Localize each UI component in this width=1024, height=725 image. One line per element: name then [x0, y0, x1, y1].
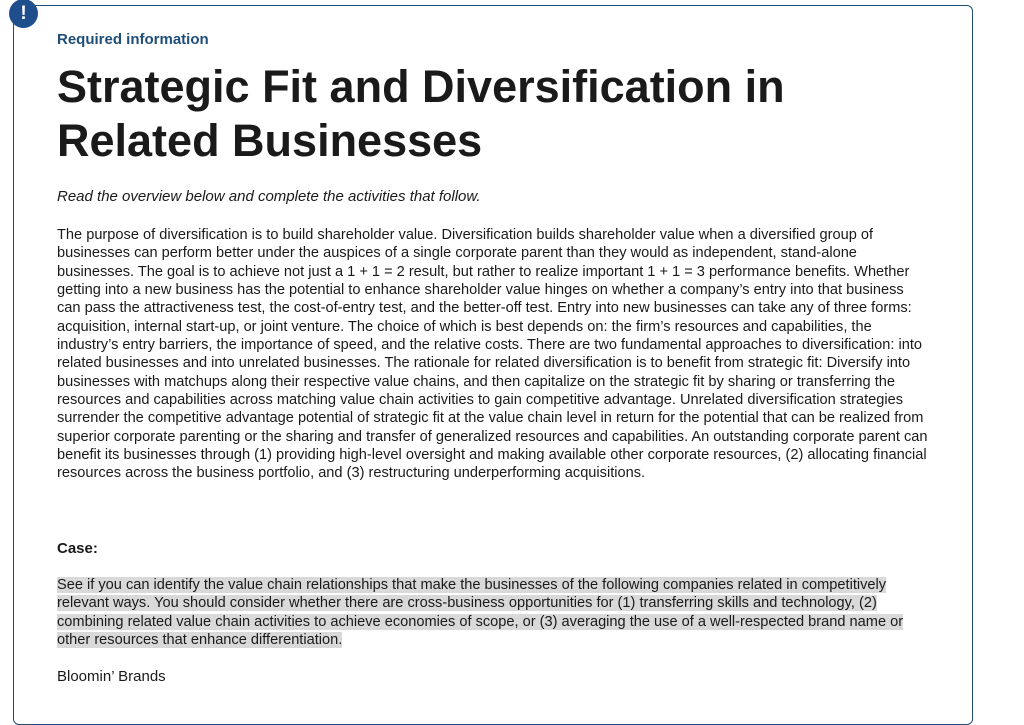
intro-instruction: Read the overview below and complete the activities that follow.: [57, 188, 481, 205]
overview-paragraph: The purpose of diversification is to build shareholder value. Diversification builds shareholder value when a diversified group of businesses can perform better under the auspices of a single corporate parent than they would as independent, stand-alone businesses. The goal is to achieve not just a 1 + 1 = 2 result, but rather to realize important 1 + 1 = 3 performance benefits. Whether getting into a new business has the potential to enhance shareholder value hinges on whether a company’s entry into that business can pass the attractiveness test, the cost-of-entry test, and the better-off test. Entry into new businesses can take any of three forms: acquisition, internal start-up, or joint venture. The choice of which is best depends on: the firm’s resources and capabilities, the industry’s entry barriers, the importance of speed, and the relative costs. There are two fundamental approaches to diversification: into related businesses and into unrelated businesses. The rationale for related diversification is to benefit from strategic fit: Diversify into businesses with matchups along their respective value chains, and then capitalize on the strategic fit by sharing or transferring the resources and capabilities across matching value chain activities to gain competitive advantage. Unrelated diversification strategies surrender the competitive advantage potential of strategic fit at the value chain level in return for the potential that can be realized from superior corporate parenting or the sharing and transfer of generalized resources and capabilities. An outstanding corporate parent can benefit its businesses through (1) providing high-level oversight and making available other corporate resources, (2) allocating financial resources across the business portfolio, and (3) restructuring underperforming acquisitions.: [57, 227, 928, 482]
case-label: Case:: [57, 540, 98, 557]
company-name: Bloomin’ Brands: [57, 668, 166, 685]
case-highlighted-text: See if you can identify the value chain relationships that make the businesses of the following companies related in competitively relevant ways. You should consider whether there are cross-business opportunities for (1) transferring skills and technology, (2) combining related value chain activities to achieve economies of scope, or (3) averaging the use of a well-respected brand name or other resources that enhance differentiation.: [57, 577, 904, 649]
required-information-label: Required information: [57, 31, 209, 48]
alert-icon: !: [9, 0, 38, 28]
case-description: [57, 576, 929, 649]
page-title: Strategic Fit and Diversification in Related Businesses: [57, 61, 785, 166]
